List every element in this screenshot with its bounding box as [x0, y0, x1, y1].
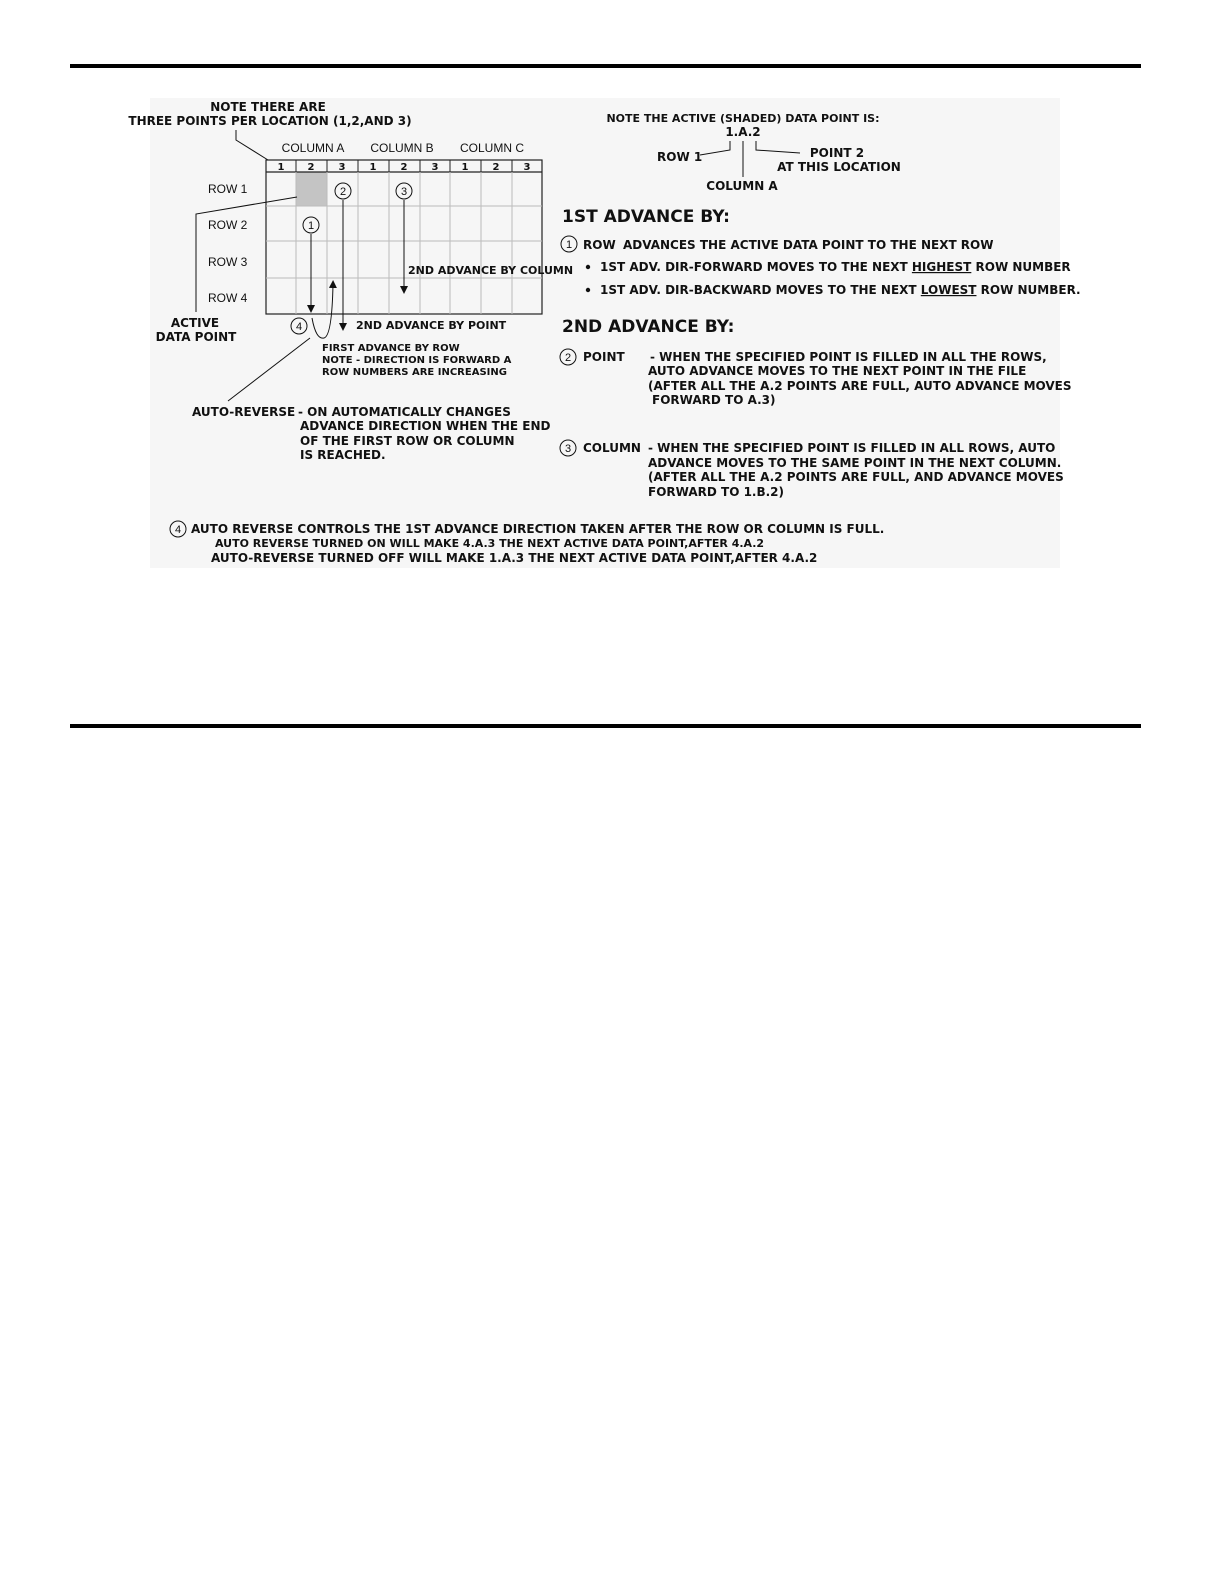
code-point-leader: [756, 141, 800, 153]
column-desc-line4: FORWARD TO 1.B.2): [648, 485, 785, 499]
footer-line2: AUTO REVERSE TURNED ON WILL MAKE 4.A.3 THE NEXT ACTIVE DATA POINT,AFTER 4.A.2: [215, 537, 765, 550]
column-c-label: COLUMN C: [459, 141, 525, 155]
point-number-a2: 2: [307, 162, 315, 173]
callout-3-text: [560, 440, 576, 456]
callout-4-text-number: 4: [174, 524, 182, 536]
point-desc-line2: AUTO ADVANCE MOVES TO THE NEXT POINT IN THE FILE: [648, 364, 1027, 378]
column-b-label: COLUMN B: [370, 141, 434, 155]
code-point-line1: POINT 2: [809, 146, 865, 160]
note-points-line1: NOTE THERE ARE: [210, 100, 326, 114]
column-desc-line1: - WHEN THE SPECIFIED POINT IS FILLED IN ALL ROWS, AUTO: [648, 441, 1056, 455]
active-note-title: NOTE THE ACTIVE (SHADED) DATA POINT IS:: [606, 112, 880, 125]
bullet-2-dot: [586, 288, 590, 292]
auto-reverse-desc-line1: - ON AUTOMATICALLY CHANGES: [298, 405, 511, 419]
active-label-line2: DATA POINT: [155, 330, 237, 344]
auto-reverse-desc-line2: ADVANCE DIRECTION WHEN THE END: [300, 419, 551, 433]
column-option-label: COLUMN: [583, 441, 641, 455]
callout-2-text-number: 2: [564, 352, 572, 364]
callout-3-number: 3: [400, 186, 408, 198]
callout-1-text: [561, 236, 577, 252]
bullet-1-dot: [586, 265, 590, 269]
callout-1-number: 1: [307, 220, 315, 232]
column-desc-line3: (AFTER ALL THE A.2 POINTS ARE FULL, AND ADVANCE MOVES: [648, 470, 1064, 484]
second-advance-column-label: 2ND ADVANCE BY COLUMN: [408, 264, 574, 277]
auto-reverse-label: AUTO-REVERSE: [192, 405, 296, 419]
footer-line3: AUTO-REVERSE TURNED OFF WILL MAKE 1.A.3 THE NEXT ACTIVE DATA POINT,AFTER 4.A.2: [211, 551, 818, 565]
callout-3-grid: [396, 183, 412, 199]
callout-4-text: [170, 521, 186, 537]
auto-reverse-arrow: [312, 284, 333, 338]
callout-4-grid: [291, 318, 307, 334]
second-advance-point-label: 2ND ADVANCE BY POINT: [356, 319, 507, 332]
code-point-line2: AT THIS LOCATION: [777, 160, 901, 174]
second-advance-heading: 2ND ADVANCE BY:: [562, 317, 735, 337]
auto-reverse-desc-line3: OF THE FIRST ROW OR COLUMN: [300, 434, 515, 448]
callout-1-text-number: 1: [565, 239, 573, 251]
point-desc-line1: - WHEN THE SPECIFIED POINT IS FILLED IN ALL THE ROWS,: [650, 350, 1047, 364]
row-option-label: ROW: [583, 238, 616, 252]
point-number-c2: 2: [492, 162, 500, 173]
column-a-label: COLUMN A: [281, 141, 345, 155]
callout-1-grid: [303, 217, 319, 233]
code-row-leader: [700, 141, 730, 155]
point-number-b3: 3: [431, 162, 439, 173]
auto-reverse-desc-line4: IS REACHED.: [300, 448, 386, 462]
bullet-forward: 1ST ADV. DIR-FORWARD MOVES TO THE NEXT HIGHEST ROW NUMBER: [600, 260, 1071, 274]
code-column-label: COLUMN A: [706, 179, 778, 193]
point-number-c3: 3: [523, 162, 531, 173]
note-points-line2: THREE POINTS PER LOCATION (1,2,AND 3): [128, 114, 412, 128]
point-desc-line4: FORWARD TO A.3): [652, 393, 776, 407]
callout-2-text: [560, 349, 576, 365]
point-number-b2: 2: [400, 162, 408, 173]
code-row-label: ROW 1: [657, 150, 703, 164]
active-code: 1.A.2: [725, 125, 761, 139]
row-3-label: ROW 3: [208, 255, 248, 269]
bullet-backward: 1ST ADV. DIR-BACKWARD MOVES TO THE NEXT LOWEST ROW NUMBER.: [600, 283, 1081, 297]
callout-4-number: 4: [295, 321, 303, 333]
point-desc-line3: (AFTER ALL THE A.2 POINTS ARE FULL, AUTO ADVANCE MOVES: [648, 379, 1072, 393]
point-number-a1: 1: [277, 162, 285, 173]
row-4-label: ROW 4: [208, 291, 248, 305]
point-number-b1: 1: [369, 162, 377, 173]
first-advance-row-label: FIRST ADVANCE BY ROW: [322, 343, 460, 354]
row-1-label: ROW 1: [208, 182, 248, 196]
point-number-c1: 1: [461, 162, 469, 173]
callout-2-number: 2: [339, 186, 347, 198]
first-advance-note-line2: ROW NUMBERS ARE INCREASING: [322, 367, 507, 378]
auto-reverse-leader-line: [228, 338, 310, 401]
note-leader-line: [236, 130, 268, 160]
active-cell: [296, 172, 327, 206]
footer-line1: AUTO REVERSE CONTROLS THE 1ST ADVANCE DIRECTION TAKEN AFTER THE ROW OR COLUMN IS FULL.: [191, 522, 885, 536]
first-advance-note-line1: NOTE - DIRECTION IS FORWARD A: [322, 355, 512, 366]
active-label-line1: ACTIVE: [170, 316, 220, 330]
point-number-a3: 3: [338, 162, 346, 173]
point-option-label: POINT: [583, 350, 625, 364]
callout-2-grid: [335, 183, 351, 199]
row-option-desc: ADVANCES THE ACTIVE DATA POINT TO THE NEXT ROW: [623, 238, 994, 252]
column-desc-line2: ADVANCE MOVES TO THE SAME POINT IN THE NEXT COLUMN.: [648, 456, 1062, 470]
first-advance-heading: 1ST ADVANCE BY:: [562, 207, 730, 227]
callout-3-text-number: 3: [564, 443, 572, 455]
row-2-label: ROW 2: [208, 218, 248, 232]
